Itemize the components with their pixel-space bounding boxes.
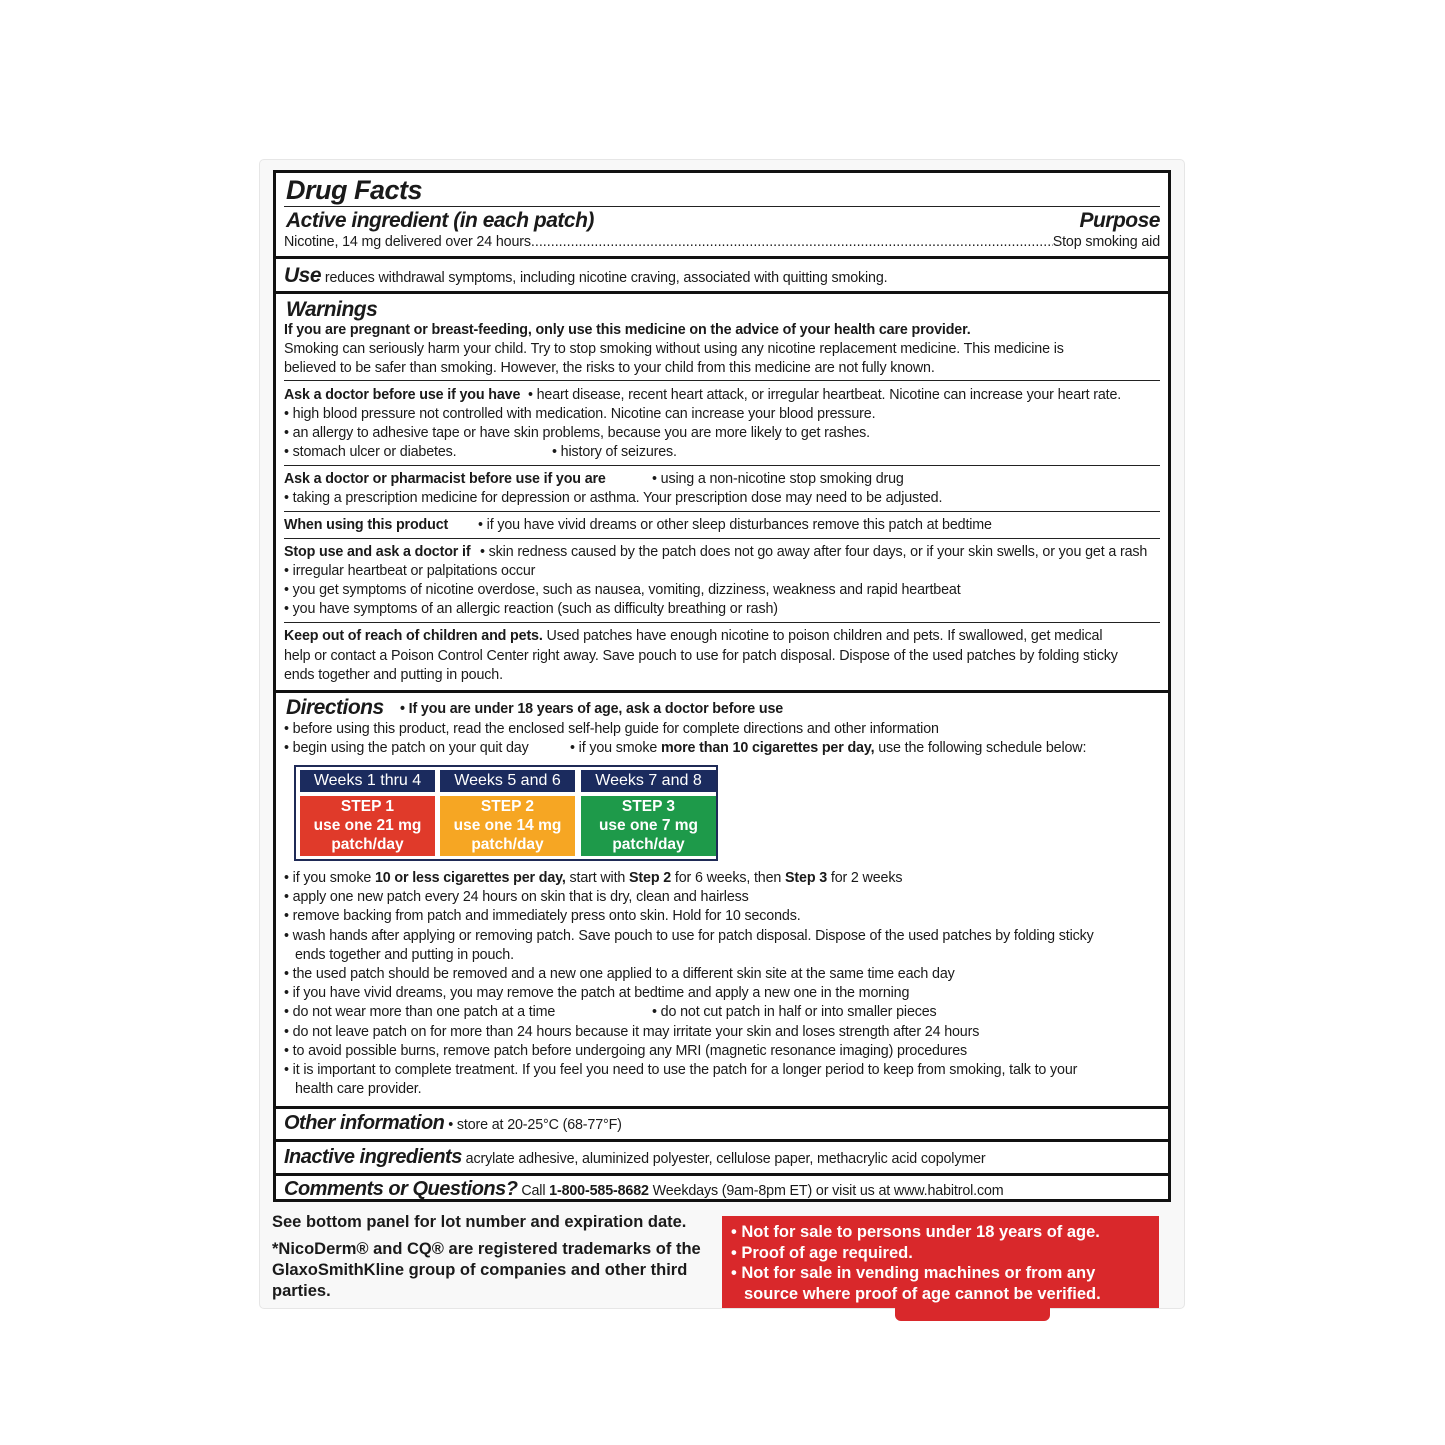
trademark-note: *NicoDerm® and CQ® are registered trademarks of the: [272, 1240, 701, 1258]
schedule-step: STEP 3 use one 7 mg patch/day: [581, 796, 716, 856]
ask-doctor-item: • heart disease, recent heart attack, or irregular heartbeat. Nicotine can increase your heart rate.: [527, 387, 1122, 403]
divider: [276, 1139, 1168, 1142]
trademark-note: GlaxoSmithKline group of companies and other third: [272, 1261, 688, 1279]
inactive-row: [284, 1143, 1160, 1173]
keep-out-text: Used patches have enough nicotine to poison children and pets. If swallowed, get medical: [546, 628, 1103, 644]
warnings-heading: Warnings: [286, 298, 378, 321]
ask-doctor-item: • history of seizures.: [552, 444, 677, 460]
directions-row: [284, 739, 1160, 758]
schedule-step: STEP 2 use one 14 mg patch/day: [440, 796, 575, 856]
ask-pharm-label: Ask a doctor or pharmacist before use if you are: [284, 471, 606, 487]
use-row: [284, 263, 1160, 291]
inactive-heading: Inactive ingredients: [284, 1146, 462, 1168]
active-ingredient-heading: Active ingredient (in each patch): [286, 209, 594, 232]
age-restriction-item: • Not for sale in vending machines or from any: [731, 1264, 1096, 1282]
divider: [276, 256, 1168, 259]
divider: [284, 622, 1160, 623]
title-rule: [284, 206, 1160, 207]
when-using-label: When using this product: [284, 517, 449, 533]
schedule-column: [581, 770, 716, 856]
comments-row: [284, 1176, 1160, 1204]
directions-item: • before using this product, read the enclosed self-help guide for complete directions and other information: [284, 721, 939, 737]
divider: [284, 380, 1160, 381]
ask-doctor-row: [284, 443, 1160, 462]
directions-item: • if you smoke 10 or less cigarettes per day, start with Step 2 for 6 weeks, then Step 3 for 2 weeks: [284, 870, 903, 886]
ingredient-row: [284, 233, 1160, 252]
lot-note: See bottom panel for lot number and expiration date.: [272, 1213, 687, 1231]
directions-item: • the used patch should be removed and a new one applied to a different skin site at the same time each day: [284, 966, 955, 982]
directions-item: • to avoid possible burns, remove patch before undergoing any MRI (magnetic resonance imaging) procedures: [284, 1043, 968, 1059]
other-info-heading: Other information: [284, 1112, 445, 1134]
directions-item: • apply one new patch every 24 hours on skin that is dry, clean and hairless: [284, 889, 749, 905]
stop-use-item: • skin redness caused by the patch does not go away after four days, or if your skin swells, or you get a rash: [480, 544, 1148, 560]
pregnant-warning: If you are pregnant or breast-feeding, only use this medicine on the advice of your health care provider.: [284, 322, 971, 338]
drug-facts-title: Drug Facts: [286, 175, 423, 205]
use-text: reduces withdrawal symptoms, including nicotine craving, associated with quitting smoking.: [324, 270, 888, 286]
directions-item: • wash hands after applying or removing patch. Save pouch to use for patch disposal. Dispose of the used patches by folding sticky: [284, 928, 1094, 944]
age-restriction-item: • Not for sale to persons under 18 years of age.: [731, 1223, 1100, 1241]
comments-phone: 1-800-585-8682: [549, 1183, 649, 1199]
age-restriction-box: [722, 1216, 1159, 1308]
schedule-weeks: Weeks 1 thru 4: [300, 770, 435, 792]
ask-pharm-item: • taking a prescription medicine for depression or asthma. Your prescription dose may need to be adjusted.: [284, 490, 943, 506]
inactive-text: acrylate adhesive, aluminized polyester, cellulose paper, methacrylic acid copolymer: [465, 1151, 986, 1167]
comments-text: Weekdays (9am-8pm ET) or visit us at www.habitrol.com: [648, 1183, 1004, 1199]
keep-out-label: Keep out of reach of children and pets.: [284, 628, 543, 644]
directions-item: health care provider.: [295, 1081, 422, 1097]
schedule-step: STEP 1 use one 21 mg patch/day: [300, 796, 435, 856]
directions-item: • do not cut patch in half or into smaller pieces: [652, 1004, 937, 1020]
schedule-weeks: Weeks 7 and 8: [581, 770, 716, 792]
schedule-column: [300, 770, 435, 856]
ask-pharm-item: • using a non-nicotine stop smoking drug: [652, 471, 904, 487]
purpose-text: Stop smoking aid: [1052, 234, 1160, 250]
pregnant-text: Smoking can seriously harm your child. Try to stop smoking without using any nicotine replacement medicine. This medicine is: [284, 341, 1064, 357]
directions-item: • it is important to complete treatment. If you feel you need to use the patch for a longer period to keep from smoking, talk to your: [284, 1062, 1078, 1078]
comments-text: Call: [521, 1183, 550, 1199]
dosage-schedule-table: [294, 765, 718, 861]
pregnant-text: believed to be safer than smoking. However, the risks to your child from this medicine are not fully known.: [284, 360, 935, 376]
drug-facts-panel: [273, 170, 1171, 1202]
ingredient-text: Nicotine, 14 mg delivered over 24 hours: [284, 234, 531, 250]
use-heading: Use: [284, 264, 322, 287]
schedule-weeks: Weeks 5 and 6: [440, 770, 575, 792]
directions-item: • if you smoke more than 10 cigarettes per day, use the following schedule below:: [570, 740, 1087, 756]
divider: [276, 291, 1168, 294]
directions-item: • do not leave patch on for more than 24 hours because it may irritate your skin and loses strength after 24 hours: [284, 1024, 980, 1040]
age-restriction-item: • Proof of age required.: [731, 1243, 913, 1262]
directions-row: [284, 1003, 1160, 1022]
schedule-column: [440, 770, 575, 856]
red-tab: [895, 1305, 1050, 1321]
ask-doctor-row: [284, 386, 1160, 405]
directions-item: • if you have vivid dreams, you may remove the patch at bedtime and apply a new one in the morning: [284, 985, 910, 1001]
divider: [284, 538, 1160, 539]
directions-item: • do not wear more than one patch at a time: [284, 1004, 556, 1020]
stop-use-item: • you get symptoms of nicotine overdose, such as nausea, vomiting, dizziness, weakness and rapid heartbeat: [284, 582, 961, 598]
ask-pharm-row: [284, 470, 1160, 489]
age-restriction-item: source where proof of age cannot be verified.: [744, 1284, 1101, 1303]
footer-notes: [272, 1212, 722, 1302]
other-info-text: • store at 20-25°C (68-77°F): [448, 1117, 622, 1133]
other-info-row: [284, 1109, 1160, 1139]
trademark-note: parties.: [272, 1282, 331, 1300]
keep-out-text: help or contact a Poison Control Center right away. Save pouch to use for patch disposal. Dispose of the used patches by folding sticky: [284, 648, 1118, 664]
stop-use-row: [284, 543, 1160, 562]
directions-under18: • If you are under 18 years of age, ask a doctor before use: [400, 701, 784, 717]
keep-out-text: ends together and putting in pouch.: [284, 667, 503, 683]
directions-item: ends together and putting in pouch.: [295, 947, 514, 963]
stop-use-item: • irregular heartbeat or palpitations occur: [284, 563, 536, 579]
divider: [284, 511, 1160, 512]
when-using-item: • if you have vivid dreams or other sleep disturbances remove this patch at bedtime: [478, 517, 992, 533]
ask-doctor-item: • stomach ulcer or diabetes.: [284, 444, 457, 460]
ask-doctor-item: • high blood pressure not controlled with medication. Nicotine can increase your blood pressure.: [284, 406, 876, 422]
stop-use-label: Stop use and ask a doctor if: [284, 544, 471, 560]
leader-dots: [531, 233, 1053, 252]
divider: [284, 465, 1160, 466]
keep-out-row: [284, 627, 1160, 646]
stop-use-item: • you have symptoms of an allergic reaction (such as difficulty breathing or rash): [284, 601, 778, 617]
directions-item: • begin using the patch on your quit day: [284, 740, 529, 756]
ask-doctor-item: • an allergy to adhesive tape or have skin problems, because you are more likely to get rashes.: [284, 425, 870, 441]
comments-heading: Comments or Questions?: [284, 1178, 518, 1200]
purpose-heading: Purpose: [1079, 209, 1160, 232]
when-using-row: [284, 516, 1160, 535]
directions-heading: Directions: [286, 696, 384, 719]
directions-section: [276, 693, 1168, 1113]
ask-doctor-label: Ask a doctor before use if you have: [284, 387, 521, 403]
directions-item: • remove backing from patch and immediately press onto skin. Hold for 10 seconds.: [284, 908, 801, 924]
